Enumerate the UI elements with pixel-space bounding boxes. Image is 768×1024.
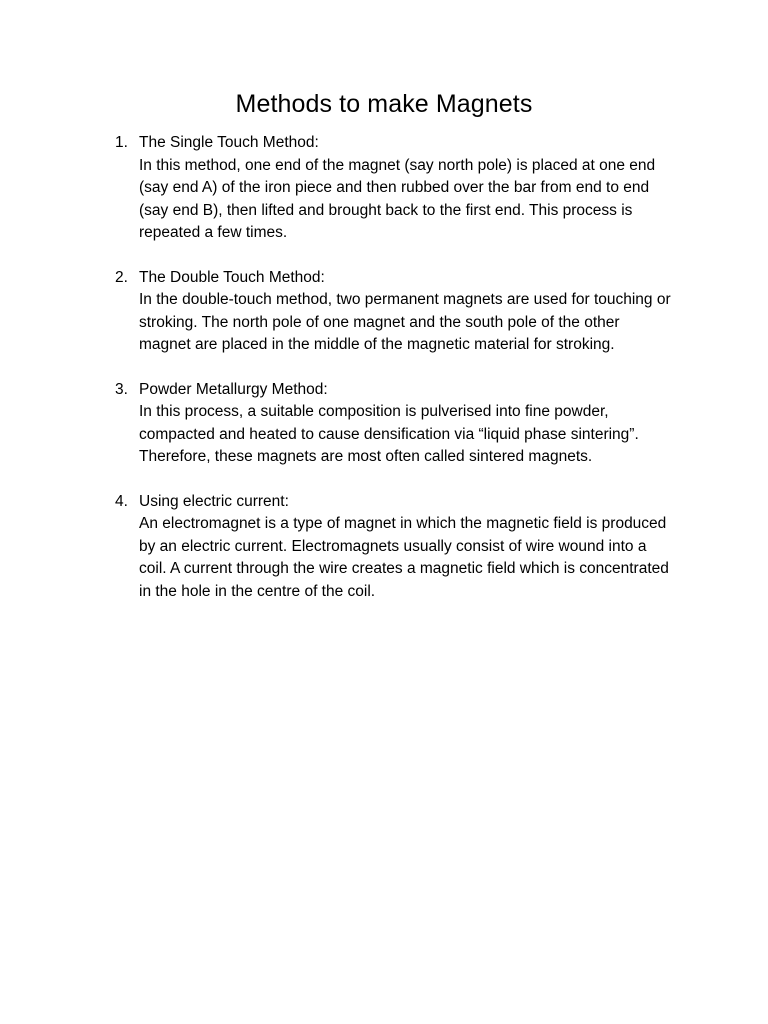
list-number: 2.: [115, 268, 128, 286]
method-description: In the double-touch method, two permanent magnets are used for touching or stroking. The north pole of one magnet and the south pole of the other magnet are placed in the middle of the magnetic material for stroking.: [139, 291, 671, 353]
method-heading: Powder Metallurgy Method:: [139, 380, 328, 398]
method-heading: The Single Touch Method:: [139, 134, 319, 151]
list-item-electric-current: [115, 491, 675, 604]
document-title: Methods to make Magnets: [235, 90, 533, 118]
list-item-powder-metallurgy: [115, 379, 675, 469]
list-number: 1.: [115, 134, 128, 151]
method-description: An electromagnet is a type of magnet in which the magnetic field is produced by an electric current. Electromagnets usually consist of wire wound into a coil. A current through the wire creates a magnetic field which is concentrated in the hole in the centre of the coil.: [139, 515, 669, 600]
list-number: 4.: [115, 492, 128, 510]
method-heading: Using electric current:: [139, 492, 289, 510]
methods-list: [115, 132, 675, 625]
list-item-double-touch: [115, 267, 675, 357]
list-number: 3.: [115, 380, 128, 398]
method-description: In this method, one end of the magnet (say north pole) is placed at one end (say end A) of the iron piece and then rubbed over the bar from end to end (say end B), then lifted and brought back to the first end. This process is repeated a few times.: [139, 156, 656, 241]
method-heading: The Double Touch Method:: [139, 268, 325, 286]
method-description: In this process, a suitable composition is pulverised into fine powder, compacted and heated to cause densification via “liquid phase sintering”. Therefore, these magnets are most often called sintered magnets.: [139, 403, 639, 465]
list-item-single-touch: [115, 132, 675, 245]
